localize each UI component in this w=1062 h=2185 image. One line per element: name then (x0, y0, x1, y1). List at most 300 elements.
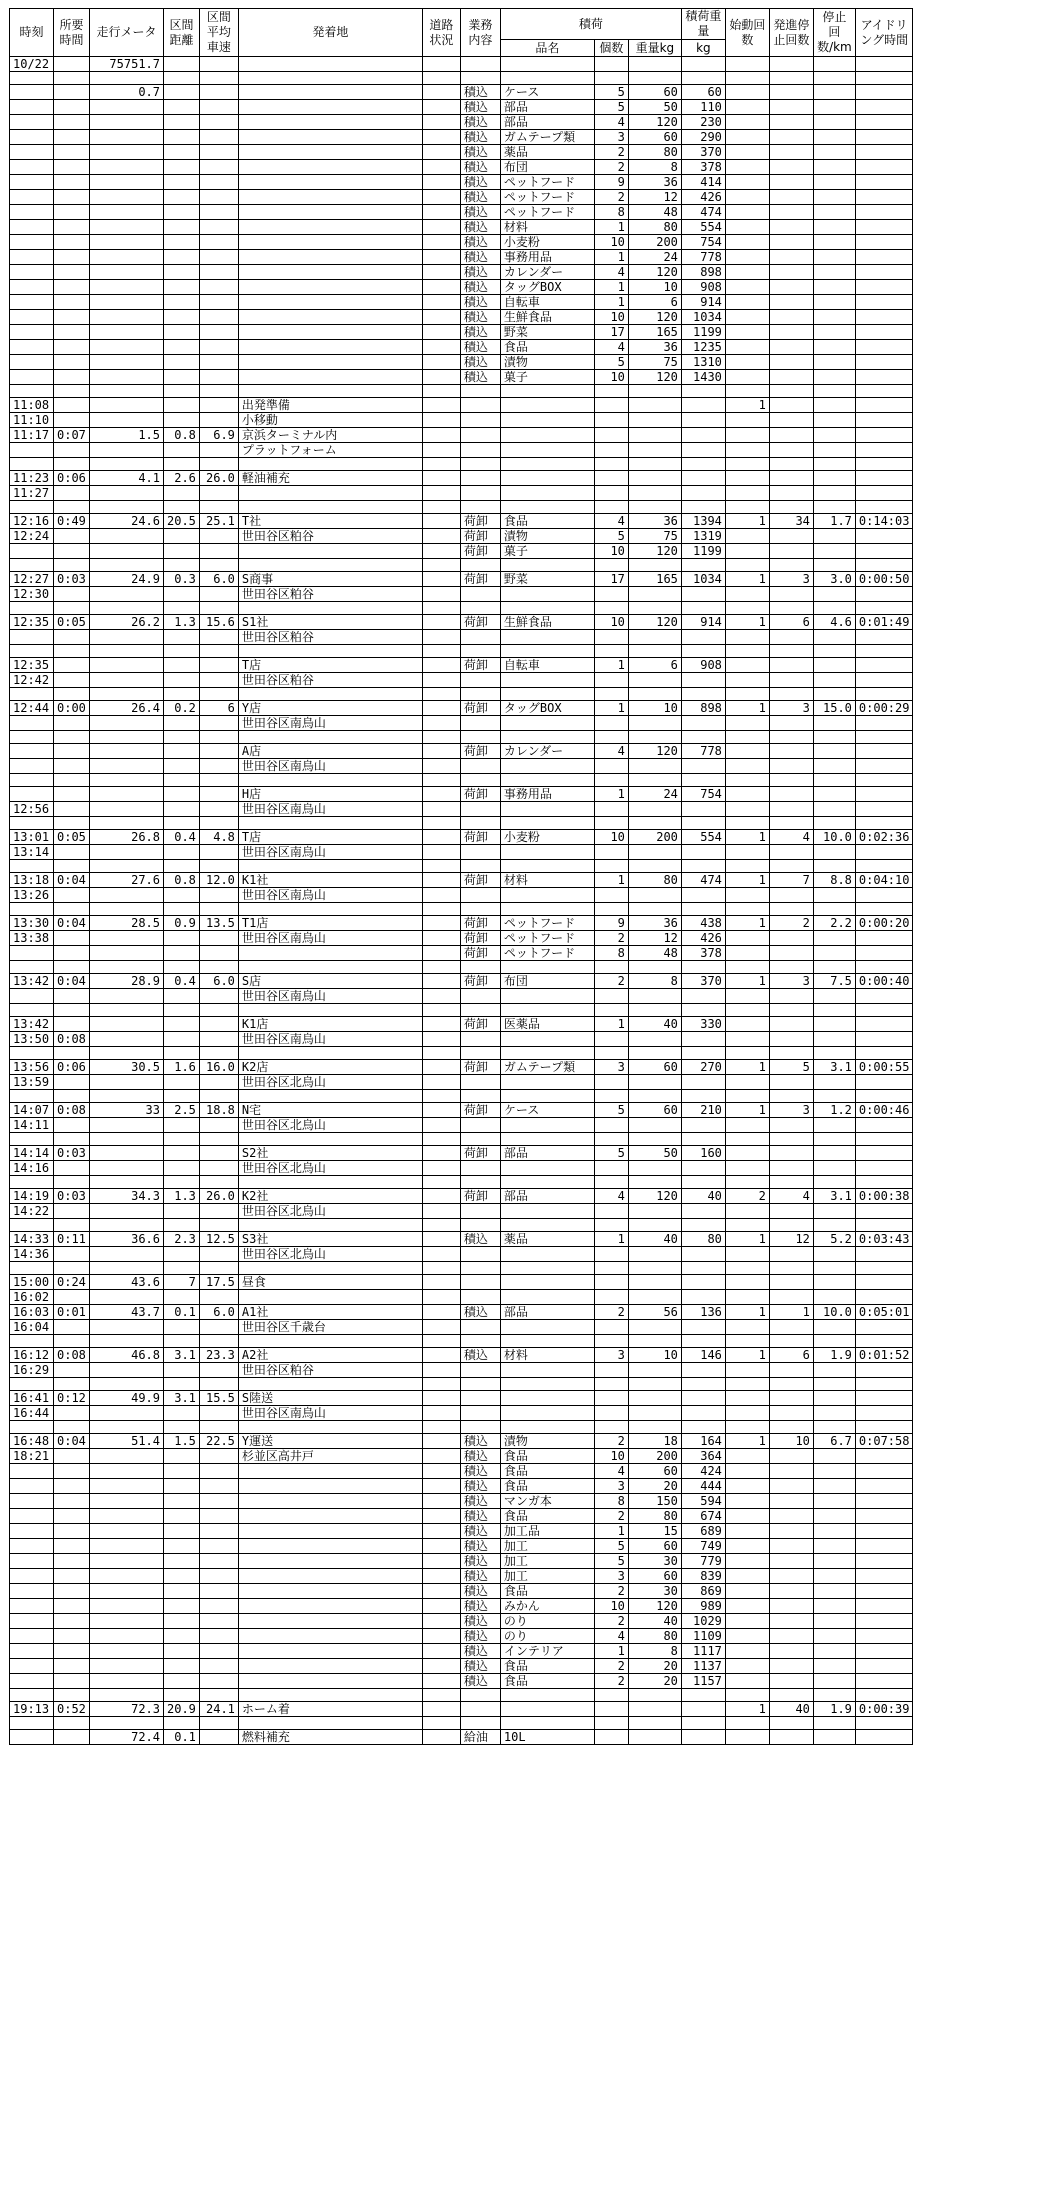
count-cell: 3 (594, 130, 628, 145)
weight-cell (628, 802, 681, 817)
speed-cell (199, 115, 238, 130)
stops-per-km-cell (813, 250, 855, 265)
weight-cell (628, 1247, 681, 1262)
log-row (10, 443, 913, 458)
idling-cell (855, 860, 913, 873)
speed-cell (199, 888, 238, 903)
duration-cell (54, 602, 90, 615)
go-stops-cell (769, 458, 813, 471)
odometer-cell (90, 265, 164, 280)
load-weight-cell: 80 (681, 1232, 725, 1247)
count-cell (594, 1363, 628, 1378)
distance-cell (164, 1133, 200, 1146)
load-weight-cell: 908 (681, 658, 725, 673)
stops-per-km-cell: 3.0 (813, 572, 855, 587)
speed-cell: 6.0 (199, 572, 238, 587)
idling-cell (855, 280, 913, 295)
starts-cell (725, 57, 769, 72)
location-cell (238, 370, 422, 385)
count-cell: 1 (594, 658, 628, 673)
stops-per-km-cell (813, 115, 855, 130)
task-cell: 荷卸 (460, 529, 500, 544)
weight-cell: 120 (628, 615, 681, 630)
go-stops-cell (769, 220, 813, 235)
location-cell (238, 817, 422, 830)
idling-cell (855, 1204, 913, 1219)
duration-cell (54, 1118, 90, 1133)
go-stops-cell (769, 1599, 813, 1614)
speed-cell (199, 1090, 238, 1103)
starts-cell (725, 1614, 769, 1629)
time-cell (10, 72, 54, 85)
location-cell: 小移動 (238, 413, 422, 428)
distance-cell (164, 413, 200, 428)
time-cell (10, 130, 54, 145)
spacer-row (10, 645, 913, 658)
road-cell (422, 903, 460, 916)
stops-per-km-cell (813, 1219, 855, 1232)
task-cell: 積込 (460, 205, 500, 220)
idling-cell (855, 250, 913, 265)
road-cell (422, 1004, 460, 1017)
load-weight-cell: 474 (681, 205, 725, 220)
duration-cell (54, 1584, 90, 1599)
road-cell (422, 615, 460, 630)
weight-cell (628, 443, 681, 458)
speed-cell: 18.8 (199, 1103, 238, 1118)
odometer-cell (90, 1004, 164, 1017)
go-stops-cell (769, 903, 813, 916)
starts-cell (725, 529, 769, 544)
weight-cell: 120 (628, 370, 681, 385)
location-cell: 世田谷区北烏山 (238, 1161, 422, 1176)
weight-cell: 20 (628, 1479, 681, 1494)
item-cell: 菓子 (500, 370, 594, 385)
task-cell: 積込 (460, 325, 500, 340)
speed-cell (199, 774, 238, 787)
starts-cell (725, 1118, 769, 1133)
log-row (10, 658, 913, 673)
task-cell (460, 1176, 500, 1189)
go-stops-cell: 3 (769, 701, 813, 716)
speed-cell (199, 860, 238, 873)
stops-per-km-cell (813, 658, 855, 673)
time-cell (10, 1674, 54, 1689)
road-cell (422, 1391, 460, 1406)
starts-cell (725, 1378, 769, 1391)
idling-cell (855, 115, 913, 130)
road-cell (422, 1674, 460, 1689)
item-cell (500, 602, 594, 615)
starts-cell (725, 220, 769, 235)
odometer-cell (90, 946, 164, 961)
location-cell: S陸送 (238, 1391, 422, 1406)
load-weight-cell (681, 802, 725, 817)
count-cell (594, 1406, 628, 1421)
distance-cell (164, 1204, 200, 1219)
time-cell: 12:44 (10, 701, 54, 716)
duration-cell (54, 1449, 90, 1464)
distance-cell (164, 1219, 200, 1232)
idling-cell (855, 1524, 913, 1539)
idling-cell (855, 1674, 913, 1689)
go-stops-cell (769, 1584, 813, 1599)
odometer-cell (90, 1047, 164, 1060)
starts-cell (725, 716, 769, 731)
odometer-cell (90, 1569, 164, 1584)
stops-per-km-cell (813, 160, 855, 175)
idling-cell (855, 100, 913, 115)
load-weight-cell (681, 72, 725, 85)
count-cell: 2 (594, 1659, 628, 1674)
starts-cell (725, 130, 769, 145)
log-row (10, 1103, 913, 1118)
log-row (10, 398, 913, 413)
load-weight-cell: 414 (681, 175, 725, 190)
spacer-row (10, 1047, 913, 1060)
speed-cell: 13.5 (199, 916, 238, 931)
location-cell (238, 340, 422, 355)
speed-cell (199, 1509, 238, 1524)
idling-cell (855, 1629, 913, 1644)
speed-cell (199, 325, 238, 340)
time-cell (10, 860, 54, 873)
road-cell (422, 85, 460, 100)
task-cell: 積込 (460, 1539, 500, 1554)
weight-cell (628, 471, 681, 486)
odometer-cell (90, 802, 164, 817)
starts-cell (725, 1047, 769, 1060)
starts-cell (725, 817, 769, 830)
go-stops-cell (769, 325, 813, 340)
distance-cell (164, 85, 200, 100)
road-cell (422, 961, 460, 974)
location-cell: 世田谷区南烏山 (238, 931, 422, 946)
weight-cell: 18 (628, 1434, 681, 1449)
odometer-cell (90, 1378, 164, 1391)
count-cell: 2 (594, 1305, 628, 1320)
item-cell (500, 1118, 594, 1133)
odometer-cell (90, 931, 164, 946)
spacer-row (10, 501, 913, 514)
log-row (10, 85, 913, 100)
stops-per-km-cell: 5.2 (813, 1232, 855, 1247)
starts-cell (725, 1730, 769, 1745)
count-cell: 10 (594, 1599, 628, 1614)
duration-cell (54, 57, 90, 72)
starts-cell: 1 (725, 1103, 769, 1118)
location-cell: Y店 (238, 701, 422, 716)
go-stops-cell (769, 774, 813, 787)
weight-cell: 60 (628, 1060, 681, 1075)
log-row (10, 1539, 913, 1554)
go-stops-cell (769, 413, 813, 428)
duration-cell (54, 413, 90, 428)
go-stops-cell: 4 (769, 830, 813, 845)
speed-cell (199, 145, 238, 160)
go-stops-cell (769, 1335, 813, 1348)
odometer-cell: 33 (90, 1103, 164, 1118)
odometer-cell: 26.8 (90, 830, 164, 845)
task-cell (460, 486, 500, 501)
odometer-cell (90, 1118, 164, 1133)
road-cell (422, 1406, 460, 1421)
odometer-cell (90, 1204, 164, 1219)
item-cell (500, 1702, 594, 1717)
odometer-cell (90, 145, 164, 160)
duration-cell (54, 817, 90, 830)
road-cell (422, 145, 460, 160)
load-weight-cell (681, 428, 725, 443)
log-row (10, 1614, 913, 1629)
time-cell (10, 1717, 54, 1730)
item-cell (500, 630, 594, 645)
road-cell (422, 529, 460, 544)
weight-cell: 80 (628, 873, 681, 888)
log-row (10, 1146, 913, 1161)
task-cell: 積込 (460, 1569, 500, 1584)
time-cell (10, 559, 54, 572)
count-cell (594, 1219, 628, 1232)
item-cell: 漬物 (500, 529, 594, 544)
distance-cell (164, 190, 200, 205)
load-weight-cell: 424 (681, 1464, 725, 1479)
log-row (10, 830, 913, 845)
time-cell (10, 175, 54, 190)
go-stops-cell (769, 1539, 813, 1554)
time-cell (10, 250, 54, 265)
stops-per-km-cell (813, 1075, 855, 1090)
starts-cell (725, 1539, 769, 1554)
odometer-cell (90, 1176, 164, 1189)
starts-cell (725, 1644, 769, 1659)
starts-cell (725, 1032, 769, 1047)
duration-cell (54, 1629, 90, 1644)
time-cell (10, 744, 54, 759)
idling-cell (855, 817, 913, 830)
duration-cell (54, 1262, 90, 1275)
location-cell: 世田谷区北烏山 (238, 1118, 422, 1133)
duration-cell (54, 220, 90, 235)
duration-cell (54, 385, 90, 398)
distance-cell (164, 130, 200, 145)
stops-per-km-cell (813, 501, 855, 514)
distance-cell: 0.3 (164, 572, 200, 587)
duration-cell (54, 1509, 90, 1524)
log-row (10, 1494, 913, 1509)
spacer-row (10, 602, 913, 615)
odometer-cell (90, 1659, 164, 1674)
road-cell (422, 544, 460, 559)
location-cell (238, 1717, 422, 1730)
go-stops-cell (769, 443, 813, 458)
item-cell: 小麦粉 (500, 830, 594, 845)
odometer-cell (90, 175, 164, 190)
go-stops-cell (769, 716, 813, 731)
location-cell (238, 860, 422, 873)
idling-cell (855, 1391, 913, 1406)
duration-cell (54, 1406, 90, 1421)
distance-cell (164, 486, 200, 501)
task-cell (460, 385, 500, 398)
go-stops-cell (769, 100, 813, 115)
time-cell: 10/22 (10, 57, 54, 72)
weight-cell (628, 731, 681, 744)
item-cell (500, 1204, 594, 1219)
idling-cell (855, 1659, 913, 1674)
task-cell: 積込 (460, 1232, 500, 1247)
go-stops-cell (769, 1090, 813, 1103)
starts-cell: 1 (725, 1348, 769, 1363)
time-cell: 13:50 (10, 1032, 54, 1047)
count-cell (594, 860, 628, 873)
duration-cell: 0:08 (54, 1103, 90, 1118)
stops-per-km-cell: 10.0 (813, 1305, 855, 1320)
starts-cell: 1 (725, 873, 769, 888)
idling-cell (855, 1539, 913, 1554)
item-cell (500, 774, 594, 787)
duration-cell (54, 1717, 90, 1730)
weight-cell: 40 (628, 1614, 681, 1629)
go-stops-cell (769, 587, 813, 602)
weight-cell: 60 (628, 1539, 681, 1554)
task-cell (460, 428, 500, 443)
header-location: 発着地 (238, 9, 422, 57)
weight-cell (628, 1391, 681, 1406)
speed-cell (199, 1464, 238, 1479)
log-row (10, 974, 913, 989)
road-cell (422, 1232, 460, 1247)
duration-cell: 0:05 (54, 615, 90, 630)
weight-cell (628, 961, 681, 974)
idling-cell (855, 471, 913, 486)
time-cell: 13:18 (10, 873, 54, 888)
location-cell (238, 1464, 422, 1479)
stops-per-km-cell (813, 1320, 855, 1335)
speed-cell (199, 458, 238, 471)
duration-cell (54, 1075, 90, 1090)
road-cell (422, 250, 460, 265)
item-cell (500, 731, 594, 744)
speed-cell: 22.5 (199, 1434, 238, 1449)
log-row (10, 1659, 913, 1674)
stops-per-km-cell: 3.1 (813, 1189, 855, 1204)
task-cell: 積込 (460, 1599, 500, 1614)
odometer-cell: 36.6 (90, 1232, 164, 1247)
odometer-cell (90, 731, 164, 744)
location-cell: T店 (238, 830, 422, 845)
distance-cell (164, 175, 200, 190)
road-cell (422, 325, 460, 340)
idling-cell (855, 802, 913, 817)
odometer-cell (90, 295, 164, 310)
time-cell: 16:04 (10, 1320, 54, 1335)
stops-per-km-cell (813, 190, 855, 205)
idling-cell (855, 1090, 913, 1103)
weight-cell (628, 602, 681, 615)
idling-cell: 0:01:49 (855, 615, 913, 630)
stops-per-km-cell (813, 1391, 855, 1406)
distance-cell (164, 1524, 200, 1539)
time-cell: 13:42 (10, 1017, 54, 1032)
count-cell: 10 (594, 370, 628, 385)
load-weight-cell: 426 (681, 931, 725, 946)
stops-per-km-cell (813, 645, 855, 658)
log-row (10, 1554, 913, 1569)
weight-cell (628, 888, 681, 903)
idling-cell (855, 1479, 913, 1494)
distance-cell (164, 1290, 200, 1305)
load-weight-cell (681, 673, 725, 688)
speed-cell (199, 235, 238, 250)
go-stops-cell (769, 72, 813, 85)
starts-cell (725, 1689, 769, 1702)
log-row (10, 310, 913, 325)
item-cell (500, 1406, 594, 1421)
count-cell (594, 458, 628, 471)
speed-cell (199, 1017, 238, 1032)
odometer-cell (90, 1494, 164, 1509)
stops-per-km-cell (813, 961, 855, 974)
task-cell (460, 602, 500, 615)
log-row (10, 1247, 913, 1262)
distance-cell: 2.6 (164, 471, 200, 486)
distance-cell (164, 1717, 200, 1730)
count-cell: 17 (594, 572, 628, 587)
distance-cell (164, 100, 200, 115)
load-weight-cell: 1310 (681, 355, 725, 370)
count-cell: 3 (594, 1348, 628, 1363)
road-cell (422, 974, 460, 989)
duration-cell (54, 1421, 90, 1434)
go-stops-cell (769, 931, 813, 946)
duration-cell (54, 72, 90, 85)
log-row (10, 325, 913, 340)
odometer-cell (90, 744, 164, 759)
location-cell (238, 130, 422, 145)
idling-cell (855, 340, 913, 355)
distance-cell: 0.4 (164, 830, 200, 845)
item-cell (500, 1032, 594, 1047)
time-cell (10, 1176, 54, 1189)
distance-cell (164, 1406, 200, 1421)
starts-cell (725, 759, 769, 774)
idling-cell (855, 1247, 913, 1262)
item-cell: ケース (500, 85, 594, 100)
count-cell: 2 (594, 1674, 628, 1689)
idling-cell (855, 1378, 913, 1391)
item-cell: 食品 (500, 1509, 594, 1524)
count-cell (594, 1689, 628, 1702)
distance-cell (164, 340, 200, 355)
duration-cell: 0:11 (54, 1232, 90, 1247)
stops-per-km-cell (813, 817, 855, 830)
distance-cell (164, 559, 200, 572)
starts-cell (725, 1421, 769, 1434)
road-cell (422, 946, 460, 961)
count-cell: 5 (594, 1554, 628, 1569)
road-cell (422, 1554, 460, 1569)
load-weight-cell (681, 731, 725, 744)
odometer-cell (90, 1146, 164, 1161)
odometer-cell (90, 1363, 164, 1378)
item-cell: ガムテープ類 (500, 130, 594, 145)
duration-cell (54, 961, 90, 974)
count-cell (594, 1204, 628, 1219)
header-load-unit: kg (681, 40, 725, 57)
idling-cell (855, 265, 913, 280)
idling-cell (855, 1494, 913, 1509)
